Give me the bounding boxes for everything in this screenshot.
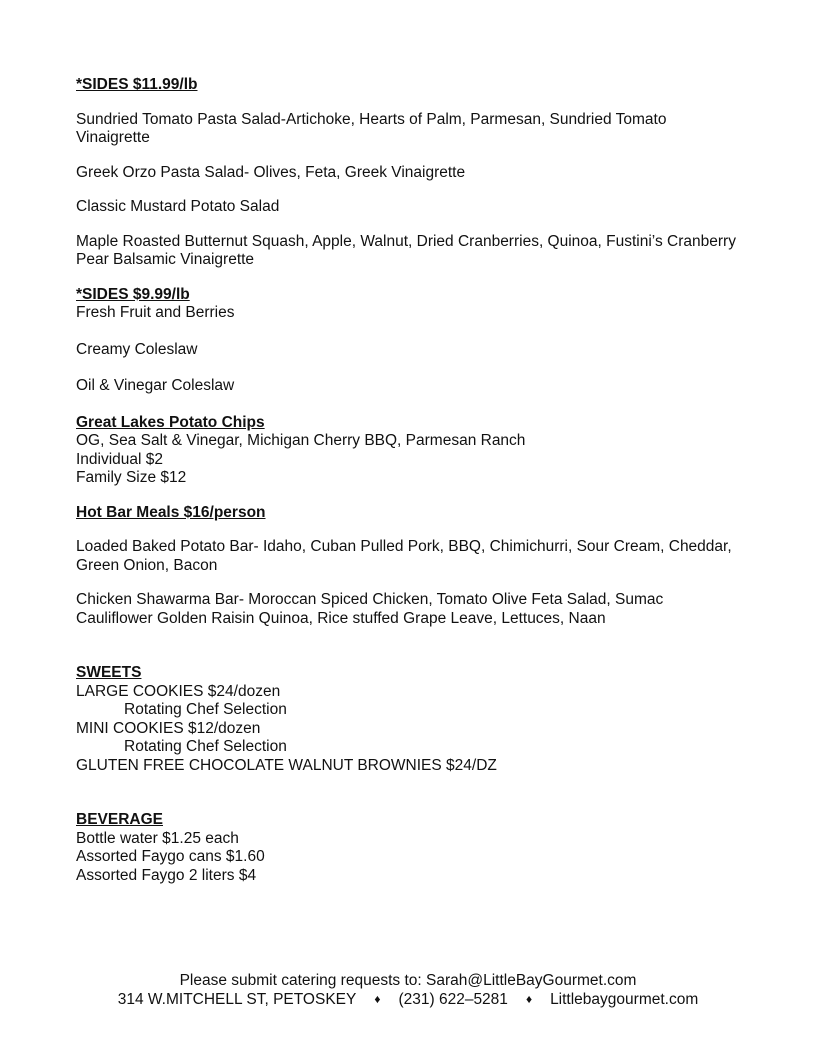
- sides-1199-item: Sundried Tomato Pasta Salad-Artichoke, Hearts of Palm, Parmesan, Sundried Tomato Vinaigrette: [76, 110, 667, 146]
- catering-request-text: Please submit catering requests to: Sarah@LittleBayGourmet.com: [179, 972, 637, 989]
- sweets-large-note: Rotating Chef Selection: [124, 701, 287, 718]
- chips-individual-price: Individual $2: [76, 450, 164, 468]
- footer: [0, 971, 816, 1009]
- diamond-separator-icon: ♦: [374, 992, 381, 1006]
- sides-999-heading: *SIDES $9.99/lb: [76, 285, 190, 303]
- sweets-large-cookies: LARGE COOKIES $24/dozen: [76, 682, 281, 700]
- sides-1199-item: Maple Roasted Butternut Squash, Apple, Walnut, Dried Cranberries, Quinoa, Fustini’s Cranberry Pear Balsamic Vinaigrette: [76, 232, 736, 268]
- sides-999-item: Fresh Fruit and Berries: [76, 304, 235, 321]
- sweets-mini-cookies: MINI COOKIES $12/dozen: [76, 719, 261, 737]
- beverage-item: Assorted Faygo 2 liters $4: [76, 866, 257, 884]
- sweets-brownies: GLUTEN FREE CHOCOLATE WALNUT BROWNIES $24/DZ: [76, 756, 497, 774]
- chips-heading: Great Lakes Potato Chips: [76, 413, 265, 431]
- menu-page: [76, 76, 736, 885]
- sides-1199-item: Classic Mustard Potato Salad: [76, 198, 280, 215]
- sides-999-item: Creamy Coleslaw: [76, 340, 198, 358]
- beverage-item: Assorted Faygo cans $1.60: [76, 848, 265, 865]
- address: 314 W.MITCHELL ST, PETOSKEY: [117, 991, 357, 1008]
- sides-999-item: Oil & Vinegar Coleslaw: [76, 377, 235, 394]
- chips-family-price: Family Size $12: [76, 469, 187, 486]
- hot-bar-heading: Hot Bar Meals $16/person: [76, 503, 266, 521]
- sweets-heading: SWEETS: [76, 664, 142, 681]
- contact-line: [0, 990, 816, 1009]
- sides-1199-heading: *SIDES $11.99/lb: [76, 76, 198, 93]
- hot-bar-item: Chicken Shawarma Bar- Moroccan Spiced Chicken, Tomato Olive Feta Salad, Sumac Cauliflower Golden Raisin Quinoa, Rice stuffed Grape Leave, Lettuces, Naan: [76, 591, 664, 627]
- beverage-heading: BEVERAGE: [76, 811, 163, 828]
- phone-number: (231) 622–5281: [398, 991, 508, 1008]
- sides-1199-item: Greek Orzo Pasta Salad- Olives, Feta, Greek Vinaigrette: [76, 163, 466, 181]
- diamond-separator-icon: ♦: [525, 992, 533, 1006]
- chips-flavors: OG, Sea Salt & Vinegar, Michigan Cherry BBQ, Parmesan Ranch: [76, 432, 526, 449]
- beverage-item: Bottle water $1.25 each: [76, 829, 239, 847]
- sweets-mini-note: Rotating Chef Selection: [124, 738, 287, 755]
- hot-bar-item: Loaded Baked Potato Bar- Idaho, Cuban Pulled Pork, BBQ, Chimichurri, Sour Cream, Cheddar, Green Onion, Bacon: [76, 538, 732, 574]
- website-link: Littlebaygourmet.com: [550, 991, 699, 1008]
